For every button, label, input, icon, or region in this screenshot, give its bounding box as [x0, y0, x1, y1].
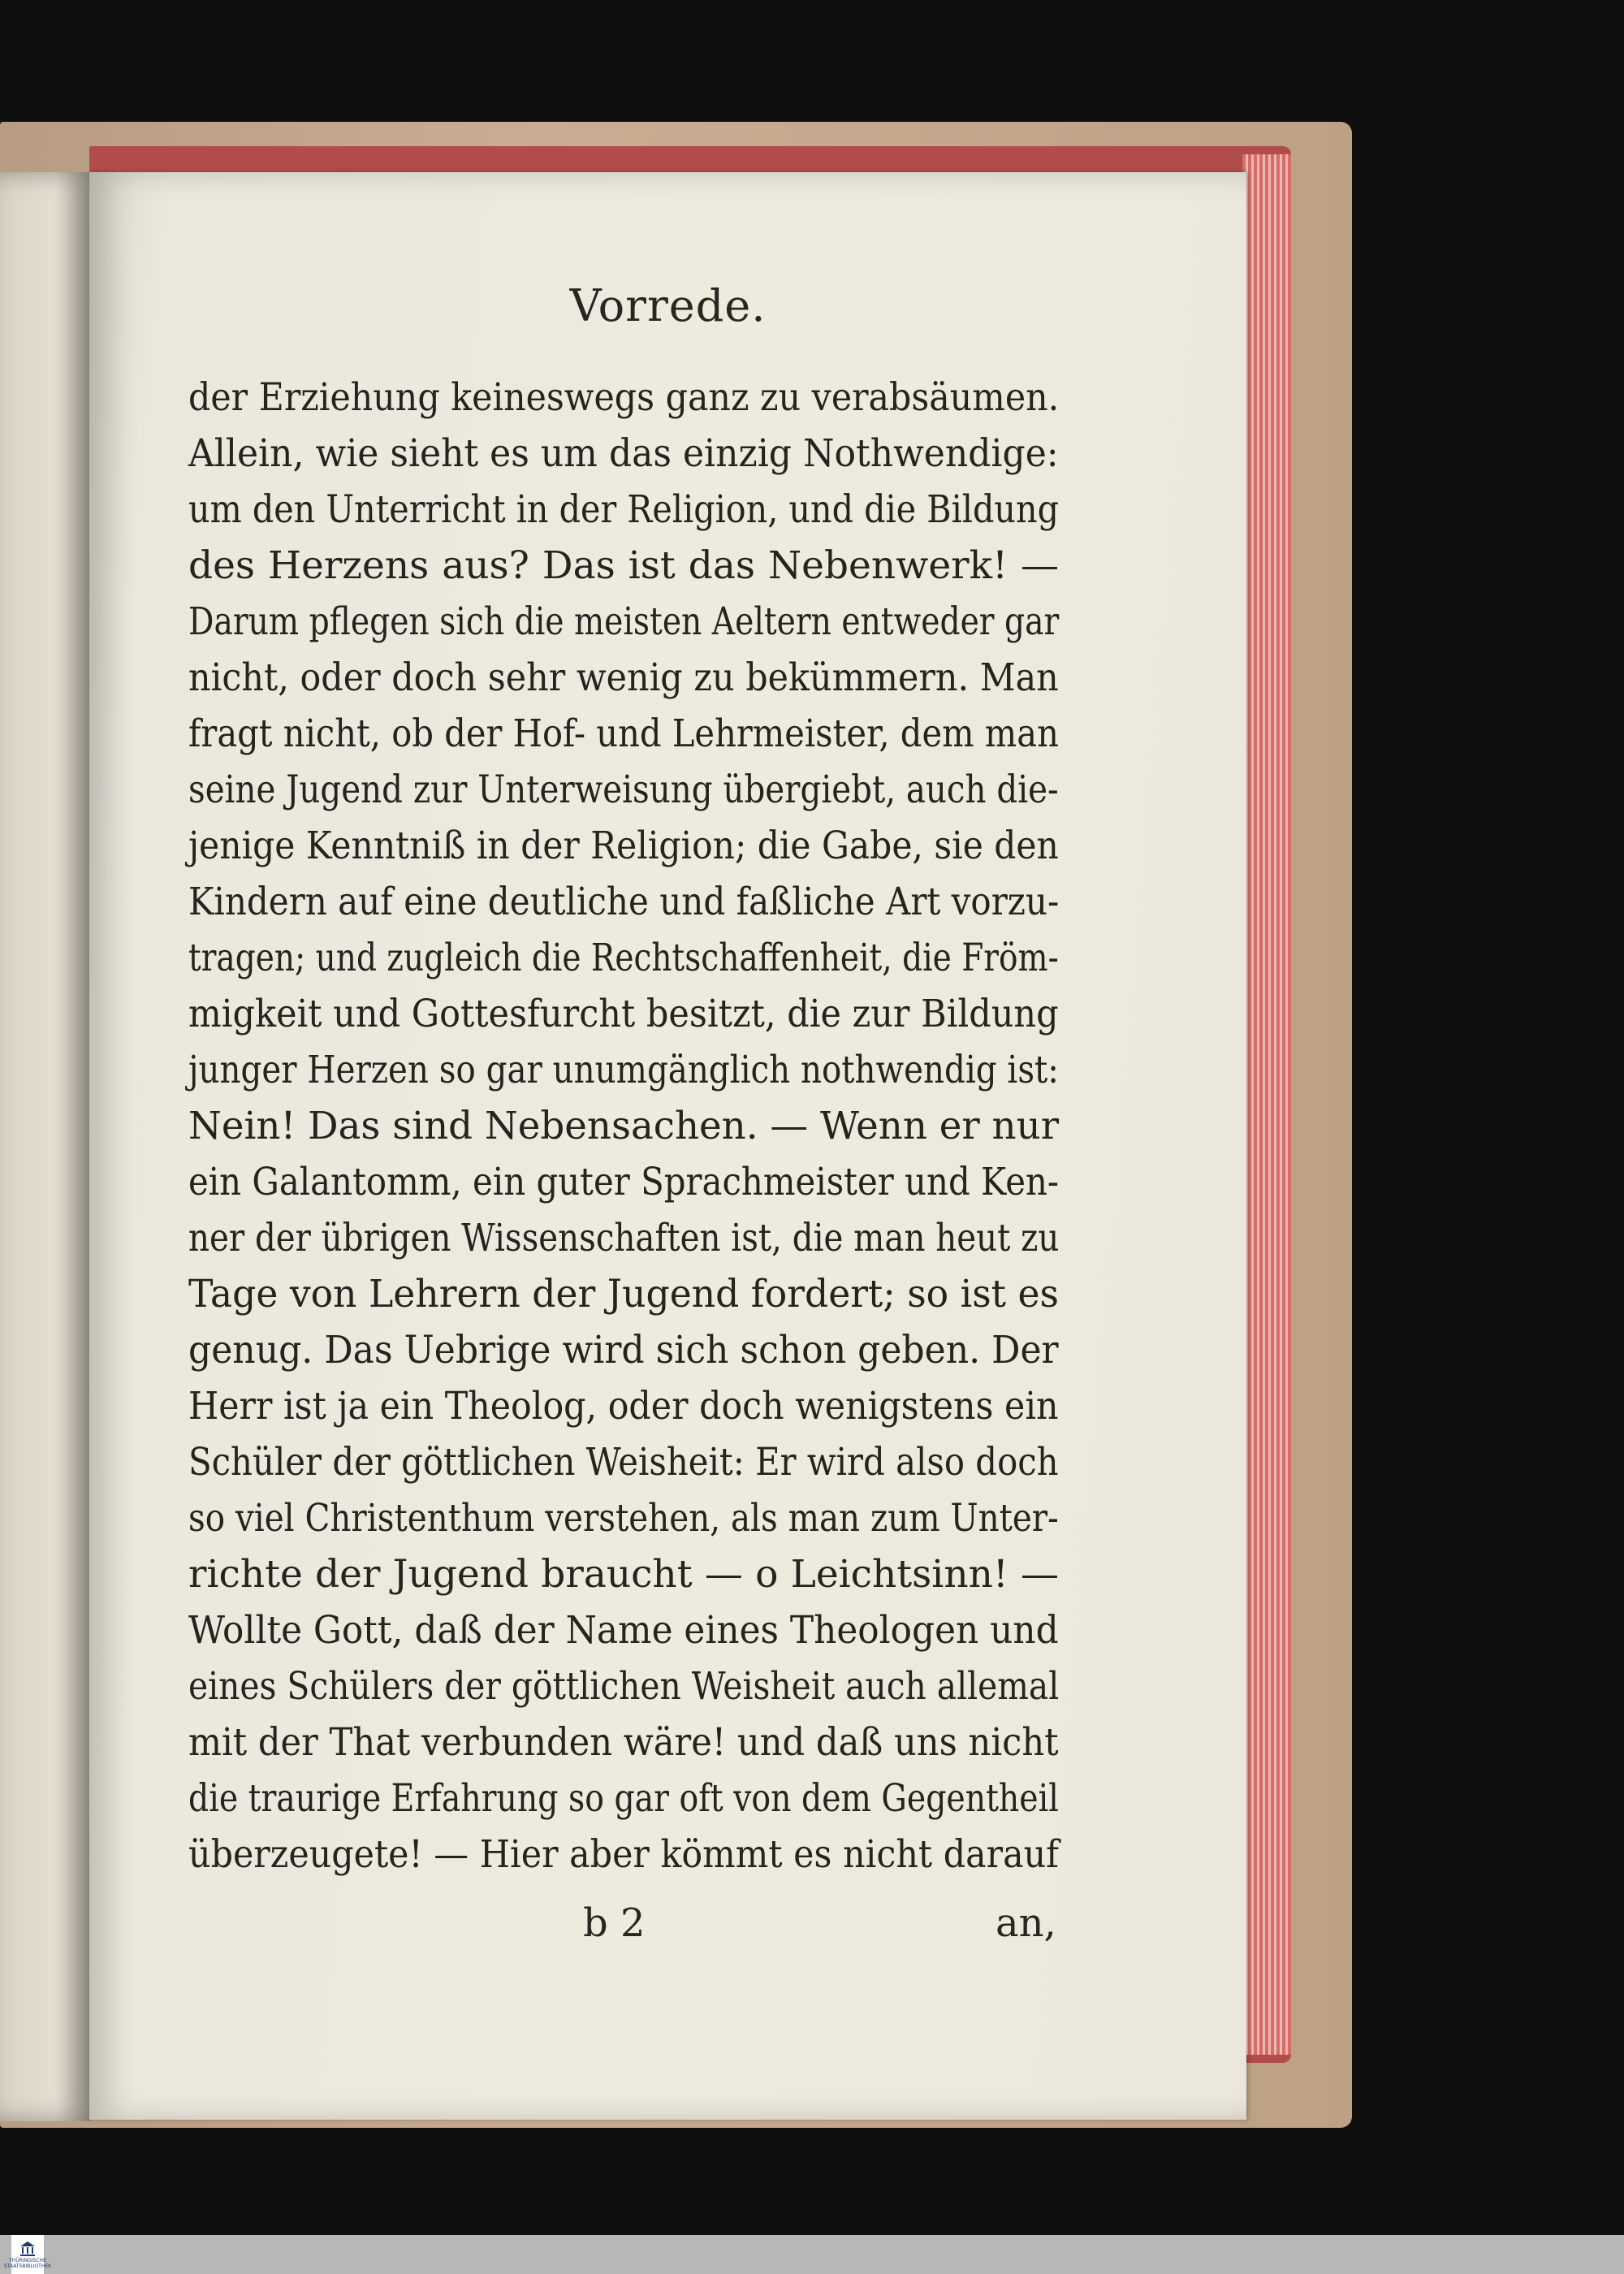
- text-line: überzeugete! — Hier aber kömmt es nicht darauf: [188, 1832, 1060, 1877]
- text-line: des Herzens aus? Das ist das Nebenwerk! —: [188, 543, 1059, 588]
- text-line: mit der That verbunden wäre! und daß uns nicht: [188, 1720, 1059, 1765]
- signature-mark: b 2: [583, 1900, 646, 1946]
- library-logo-icon[interactable]: [3, 2235, 52, 2274]
- text-line: die traurige Erfahrung so gar oft von dem Gegentheil: [188, 1776, 1059, 1821]
- text-line: ein Galantomm, ein guter Sprachmeister und Ken-: [188, 1160, 1060, 1204]
- logo-line: THÜRINGISCHE: [9, 2258, 46, 2263]
- text-line: seine Jugend zur Unterweisung übergiebt, auch die-: [188, 767, 1059, 812]
- text-line: nicht, oder doch sehr wenig zu bekümmern. Man: [188, 655, 1059, 700]
- text-line: Herr ist ja ein Theolog, oder doch wenigstens ein: [188, 1384, 1059, 1429]
- page-stack: [1242, 154, 1291, 2055]
- text-line: Darum pflegen sich die meisten Aeltern entweder gar: [188, 599, 1060, 644]
- text-line: so viel Christenthum verstehen, als man zum Unter-: [188, 1496, 1059, 1541]
- running-head: Vorrede.: [569, 280, 767, 331]
- text-line: richte der Jugend braucht — o Leichtsinn! —: [188, 1552, 1059, 1597]
- body-text: [188, 370, 1059, 1883]
- text-line: fragt nicht, ob der Hof- und Lehrmeister, dem man: [188, 711, 1059, 756]
- text-line: genug. Das Uebrige wird sich schon geben. Der: [188, 1328, 1059, 1373]
- text-line: jenige Kenntniß in der Religion; die Gabe, sie den: [188, 824, 1059, 868]
- text-line: Schüler der göttlichen Weisheit: Er wird also doch: [188, 1440, 1059, 1485]
- logo-line: STAATSBIBLIOTHEK: [3, 2263, 52, 2269]
- text-line: Allein, wie sieht es um das einzig Nothwendige:: [188, 431, 1059, 476]
- left-page-edge: [0, 172, 91, 2121]
- text-line: Wollte Gott, daß der Name eines Theologen und: [188, 1608, 1059, 1653]
- text-line: Tage von Lehrern der Jugend fordert; so ist es: [188, 1272, 1059, 1316]
- text-line: Nein! Das sind Nebensachen. — Wenn er nur: [188, 1104, 1060, 1148]
- text-line: tragen; und zugleich die Rechtschaffenheit, die Fröm-: [188, 936, 1059, 980]
- text-line: Kindern auf eine deutliche und faßliche Art vorzu-: [188, 880, 1060, 924]
- text-line: der Erziehung keineswegs ganz zu verabsäumen.: [188, 375, 1060, 420]
- text-line: junger Herzen so gar unumgänglich nothwendig ist:: [188, 1048, 1059, 1092]
- text-line: um den Unterricht in der Religion, und die Bildung: [188, 487, 1059, 532]
- library-building-icon: [19, 2240, 37, 2258]
- text-line: migkeit und Gottesfurcht besitzt, die zur Bildung: [188, 992, 1059, 1036]
- catchword: an,: [996, 1900, 1056, 1946]
- text-line: eines Schülers der göttlichen Weisheit auch allemal: [188, 1664, 1060, 1709]
- text-line: ner der übrigen Wissenschaften ist, die man heut zu: [188, 1216, 1060, 1260]
- viewer-footer-bar: [0, 2235, 1624, 2274]
